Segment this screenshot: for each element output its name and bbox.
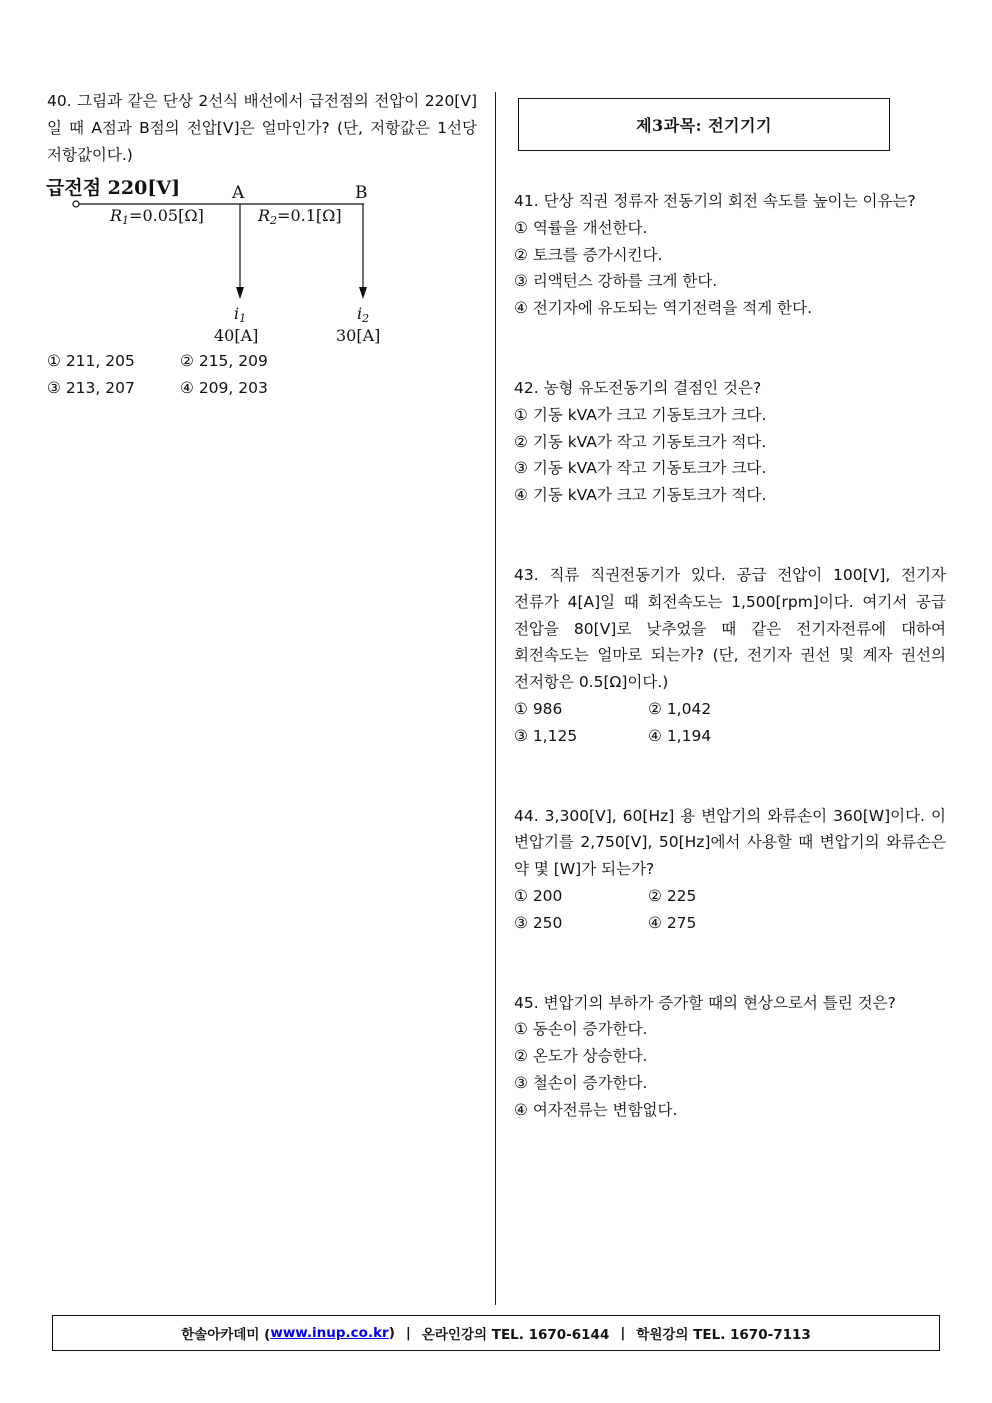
option-3[interactable]: ③ 기동 kVA가 작고 기동토크가 크다. [514,459,767,478]
arrow-b-icon [359,287,367,299]
option-2[interactable]: ② 기동 kVA가 작고 기동토크가 적다. [514,432,767,451]
footer-separator: | [405,1325,411,1341]
footer-separator: | [620,1325,626,1341]
option-1[interactable]: ① 동손이 증가한다. [514,1020,648,1039]
right-column [514,188,946,1124]
online-lecture-phone: 온라인강의 TEL. 1670-6144 [421,1327,610,1343]
question-text: 44. 3,300[V], 60[Hz] 용 변압기의 와류손이 360[W]이다. 이 변압기를 2,750[V], 50[Hz]에서 사용할 때 변압기의 와류손은 약 몇 [W]가 되는가? [514,806,946,879]
option-1[interactable]: ① 200 [514,886,563,905]
options-row [514,910,946,937]
question-43 [514,562,946,750]
footer-bar [52,1315,940,1351]
feed-point-label: 급전점 220[V] [46,177,181,199]
option-3[interactable]: ③ 리액턴스 강하를 크게 한다. [514,272,718,291]
option-2[interactable]: ② 215, 209 [180,352,268,370]
option-2[interactable]: ② 토크를 증가시킨다. [514,245,663,264]
point-b-label: B [355,183,368,203]
question-text: 41. 단상 직권 정류자 전동기의 회전 속도를 높이는 이유는? [514,192,916,210]
point-a-label: A [232,183,245,203]
question-45 [514,990,946,1124]
option-4[interactable]: ④ 275 [648,913,697,932]
options-row [514,696,946,723]
question-41 [514,188,946,322]
option-3[interactable]: ③ 213, 207 [47,378,135,397]
option-4[interactable]: ④ 기동 kVA가 크고 기동토크가 적다. [514,486,767,505]
option-1[interactable]: ① 211, 205 [47,352,135,370]
question-44 [514,803,946,937]
option-1[interactable]: ① 기동 kVA가 크고 기동토크가 크다. [514,405,767,424]
option-2[interactable]: ② 온도가 상승한다. [514,1047,648,1066]
question-40 [47,88,477,168]
options-row [514,883,946,910]
question-text: 42. 농형 유도전동기의 결점인 것은? [514,378,762,397]
option-3[interactable]: ③ 1,125 [514,726,578,745]
left-column [47,88,477,168]
option-1[interactable]: ① 역률을 개선한다. [514,218,648,237]
question-text: 45. 변압기의 부하가 증가할 때의 현상으로서 틀린 것은? [514,993,896,1012]
question-42 [514,375,946,509]
website-link[interactable]: www.inup.co.kr [270,1325,389,1341]
option-4[interactable]: ④ 209, 203 [180,378,268,397]
r2-label: R2=0.1[Ω] [258,206,342,227]
i1-value: 40[A] [214,326,259,345]
options-row [47,348,268,375]
academy-lecture-phone: 학원강의 TEL. 1670-7113 [636,1327,811,1343]
option-3[interactable]: ③ 250 [514,913,563,932]
column-divider [495,92,496,1305]
option-2[interactable]: ② 1,042 [648,699,712,718]
arrow-a-icon [236,287,244,299]
feed-terminal [73,201,79,207]
option-1[interactable]: ① 986 [514,699,563,718]
i2-value: 30[A] [336,326,381,345]
subject-title: 제3과목: 전기기기 [636,116,772,135]
circuit-diagram [44,175,404,350]
options-row [47,375,268,402]
options-row [514,723,946,750]
i1-label: i1 [234,304,247,325]
r1-label: R1=0.05[Ω] [110,206,204,227]
question-40-options [47,348,268,402]
option-3[interactable]: ③ 철손이 증가한다. [514,1073,648,1092]
question-text: 40. 그림과 같은 단상 2선식 배선에서 급전점의 전압이 220[V]일 때 A점과 B점의 전압[V]은 얼마인가? (단, 저항값은 1선당 저항값이다.) [47,92,477,164]
subject-title-box [518,98,890,151]
option-4[interactable]: ④ 전기자에 유도되는 역기전력을 적게 한다. [514,299,812,318]
option-2[interactable]: ② 225 [648,886,697,905]
question-text: 43. 직류 직권전동기가 있다. 공급 전압이 100[V], 전기자 전류가 4[A]일 때 회전속도는 1,500[rpm]이다. 여기서 공급 전압을 80[V]로 낮추었을 때 같은 전기자전류에 대하여 회전속도는 얼마로 되는가? (단, 전기자 권선 및 계자 권선의 전저항은 0.5[Ω]이다.) [514,565,946,692]
academy-name-close: ) [388,1325,395,1341]
option-4[interactable]: ④ 여자전류는 변함없다. [514,1100,678,1119]
i2-label: i2 [357,304,370,325]
academy-name: 한솔아카데미 ( [181,1327,271,1343]
option-4[interactable]: ④ 1,194 [648,726,712,745]
